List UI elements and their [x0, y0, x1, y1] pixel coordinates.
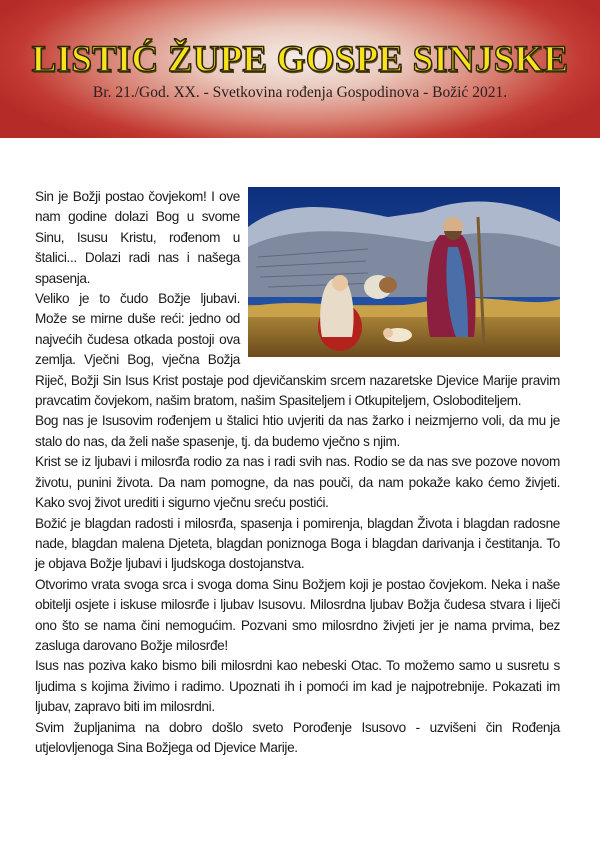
- article-body: [35, 187, 560, 758]
- issue-line: Br. 21./God. XX. - Svetkovina rođenja Gospodinova - Božić 2021.: [92, 84, 508, 101]
- article-paragraph: Otvorimo vrata svoga srca i svoga doma Sinu Božjem koji je postao čovjekom. Neka i naše obitelji osjete i iskuse milosrđe i ljubav Isusovu. Milosrdna ljubav Božja čudesa stvara i liječi ono što se nama čini nemogućim. Pozvani smo milosrdno živjeti jer je nama prvima, bez zasluga darovano Božje milosrđe!: [35, 576, 560, 653]
- article-paragraph: Sin je Božji postao čovjekom! I ove nam godine dolazi Bog u svome Sinu, Isusu Kristu, rođenom u štalici... Dolazi radi nas i našega spasenja.: [35, 189, 240, 286]
- masthead: [0, 0, 600, 138]
- article-paragraph: Bog nas je Isusovim rođenjem u štalici htio uvjeriti da nas žarko i neizmjerno voli, da mu je stalo do nas, da želi naše spasenje, tj. da budemo vječno s njim.: [35, 413, 560, 449]
- nativity-scene-photo: [248, 187, 560, 357]
- newsletter-title: LISTIĆ ŽUPE GOSPE SINJSKE: [31, 39, 569, 80]
- article-paragraph: Božić je blagdan radosti i milosrđa, spasenja i pomirenja, blagdan Života i blagdan radosne nade, blagdan malena Djeteta, blagdan poniznoga Boga i blagdan darivanja i čestitanja. To je objava Božje ljubavi i ljudskoga dostojanstva.: [35, 515, 560, 572]
- article-paragraph: Veliko je to čudo Božje ljubavi. Može se mirne duše reći: jedno od najvećih čudesa otkada postoji ova zemlja. Vječni Bog, vječna Božja Riječ, Božji Sin Isus Krist postaje pod djevičanskim srcem nazaretske Djevice Marije pravim pravcatim čovjekom, našim bratom, našim Spasiteljem i Otkupiteljem, Osloboditeljem.: [35, 291, 560, 409]
- article-paragraph: Svim župljanima na dobro došlo sveto Porođenje Isusovo - uzvišeni čin Rođenja utjelovljenoga Sina Božjega od Djevice Marije.: [35, 719, 560, 755]
- article-paragraph: Krist se iz ljubavi i milosrđa rodio za nas i radi svih nas. Rodio se da nas sve pozove novom životu, punini života. Da nam pomogne, da nas pouči, da nam pokaže kako ćemo živjeti. Kako svoj život urediti i sigurno vječnu sreću postići.: [35, 454, 560, 511]
- article-paragraph: Isus nas poziva kako bismo bili milosrdni kao nebeski Otac. To možemo samo u susretu s ljudima s kojima živimo i radimo. Upoznati ih i pomoći im kad je najpotrebnije. Pokazati im ljubav, zapravo biti im milosrdni.: [35, 658, 560, 715]
